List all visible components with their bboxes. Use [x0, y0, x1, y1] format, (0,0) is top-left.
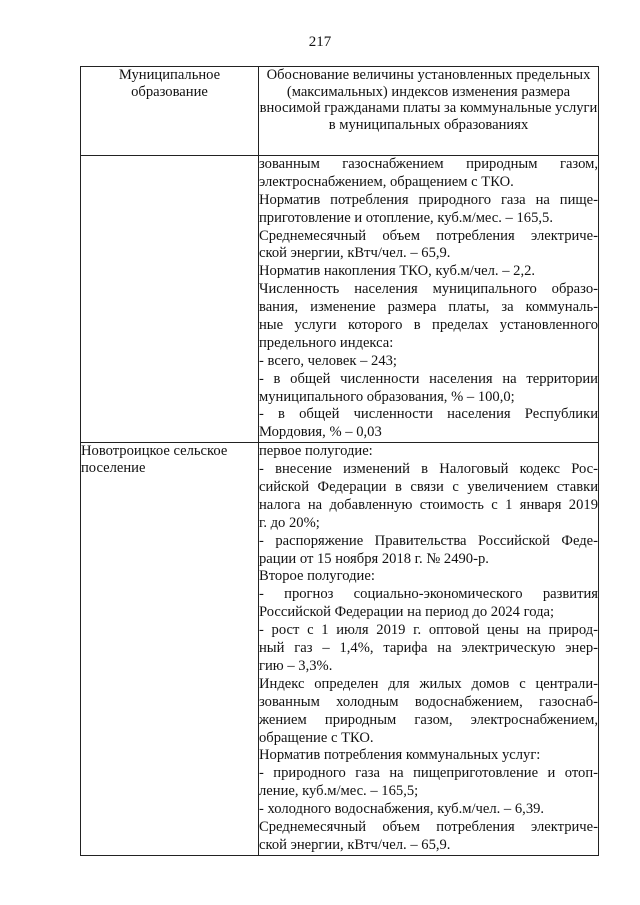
text-line: Второе полугодие:	[259, 568, 375, 585]
text-line: - в общей численности населения Республики	[259, 406, 598, 423]
text-line: Норматив потребления коммунальных услуг:	[259, 747, 541, 764]
text-line: приготовление и отопление, куб.м/мес. – 165,5.	[259, 209, 553, 226]
text-line: электроснабжением, обращением с ТКО.	[259, 173, 514, 190]
text-line: Среднемесячный объем потребления электриче-	[259, 227, 598, 244]
text-line: ные услуги которого в пределах установленного	[259, 317, 598, 334]
text-line: ской энергии, кВтч/чел. – 65,9.	[259, 836, 451, 853]
text-line: вания, изменение размера платы, за коммуналь-	[259, 299, 598, 316]
text-line: сийской Федерации в связи с увеличением ставки	[259, 479, 598, 496]
justification-cell	[259, 443, 599, 855]
text-line: зованным газоснабжением природным газом,	[259, 156, 598, 172]
text-line: муниципального образования, % – 100,0;	[259, 388, 515, 405]
text-line: - внесение изменений в Налоговый кодекс Рос-	[259, 461, 598, 478]
text-line: Норматив накопления ТКО, куб.м/чел. – 2,2.	[259, 263, 536, 280]
text-line: Среднемесячный объем потребления электриче-	[259, 818, 598, 835]
table-header-row	[81, 67, 599, 156]
text-line: зованным холодным водоснабжением, газоснаб-	[259, 693, 598, 710]
text-line: ление, куб.м/мес. – 165,5;	[259, 783, 419, 800]
text-line: Индекс определен для жилых домов с централи-	[259, 675, 598, 692]
text-line: предельного индекса:	[259, 334, 394, 351]
text-line: - холодного водоснабжения, куб.м/чел. – 6,39.	[259, 801, 545, 818]
text-line: первое полугодие:	[259, 443, 373, 460]
text-line: - распоряжение Правительства Российской Феде-	[259, 532, 598, 549]
text-line: налога на добавленную стоимость с 1 января 2019	[259, 496, 598, 513]
text-line: - всего, человек – 243;	[259, 352, 397, 369]
justification-table	[80, 66, 599, 856]
text-line: ный газ – 1,4%, тарифа на электрическую энер-	[259, 640, 598, 657]
text-line: - рост с 1 июля 2019 г. оптовой цены на природ-	[259, 622, 598, 639]
text-line: - в общей численности населения на территории	[259, 370, 598, 387]
header-municipality: Муниципальное образование	[81, 67, 259, 156]
text-line: - прогноз социально-экономического развития	[259, 586, 598, 603]
municipality-name-cell	[81, 156, 259, 443]
page-number: 217	[308, 34, 332, 50]
text-line: гию – 3,3%.	[259, 657, 333, 674]
text-line: Численность населения муниципального образо-	[259, 281, 598, 298]
text-line: обращение с ТКО.	[259, 729, 374, 746]
table-row	[81, 156, 599, 443]
text-line: - природного газа на пищеприготовление и отоп-	[259, 765, 598, 782]
text-line: жением природным газом, электроснабжением,	[259, 711, 598, 728]
text-line: г. до 20%;	[259, 514, 320, 531]
text-line: рации от 15 ноября 2018 г. № 2490-р.	[259, 550, 489, 567]
text-line: Норматив потребления природного газа на пище-	[259, 191, 598, 208]
text-line: Мордовия, % – 0,03	[259, 424, 382, 441]
header-justification: Обоснование величины установленных предельных (максимальных) индексов изменения размера вносимой гражданами платы за коммунальные услуги в муниципальных образованиях	[259, 67, 599, 156]
justification-cell	[259, 156, 599, 443]
text-line: ской энергии, кВтч/чел. – 65,9.	[259, 245, 451, 262]
table-row	[81, 443, 599, 855]
text-line: Российской Федерации на период до 2024 года;	[259, 604, 555, 621]
municipality-name-cell: Новотроицкое сельское поселение	[81, 443, 259, 855]
